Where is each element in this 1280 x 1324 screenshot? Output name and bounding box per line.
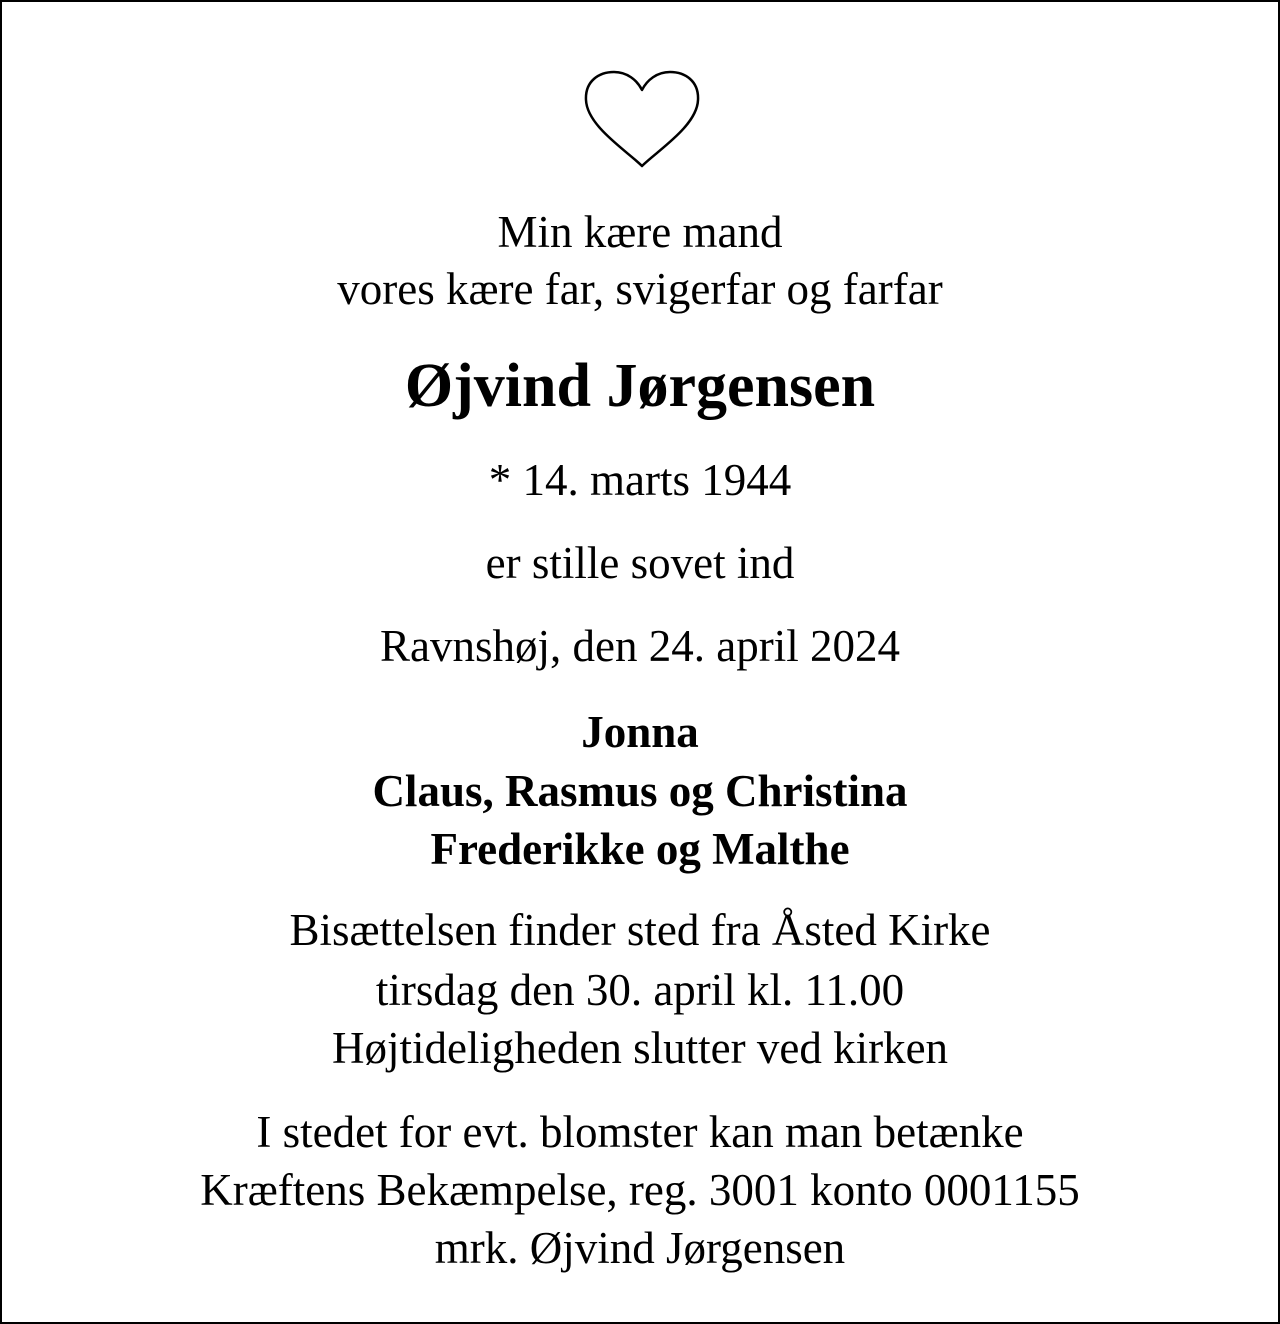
- donation-line-3: mrk. Øjvind Jørgensen: [434, 1223, 846, 1273]
- family-line-3: Frederikke og Malthe: [430, 824, 850, 874]
- donation-line-2: Kræftens Bekæmpelse, reg. 3001 konto 0001155: [200, 1165, 1080, 1215]
- intro-line-1: Min kære mand: [497, 207, 783, 257]
- heart-icon: [581, 68, 703, 170]
- donation-line-1: I stedet for evt. blomster kan man betænke: [256, 1107, 1024, 1157]
- funeral-line-3: Højtideligheden slutter ved kirken: [331, 1023, 949, 1073]
- funeral-line-2: tirsdag den 30. april kl. 11.00: [375, 965, 905, 1015]
- birth-date: * 14. marts 1944: [488, 455, 792, 505]
- family-line-1: Jonna: [581, 707, 699, 757]
- funeral-line-1: Bisættelsen finder sted fra Åsted Kirke: [289, 905, 991, 955]
- place-and-date: Ravnshøj, den 24. april 2024: [380, 621, 900, 671]
- deceased-name: Øjvind Jørgensen: [404, 352, 876, 420]
- intro-line-2: vores kære far, svigerfar og farfar: [337, 264, 943, 314]
- passed-text: er stille sovet ind: [485, 538, 795, 588]
- family-line-2: Claus, Rasmus og Christina: [372, 766, 908, 816]
